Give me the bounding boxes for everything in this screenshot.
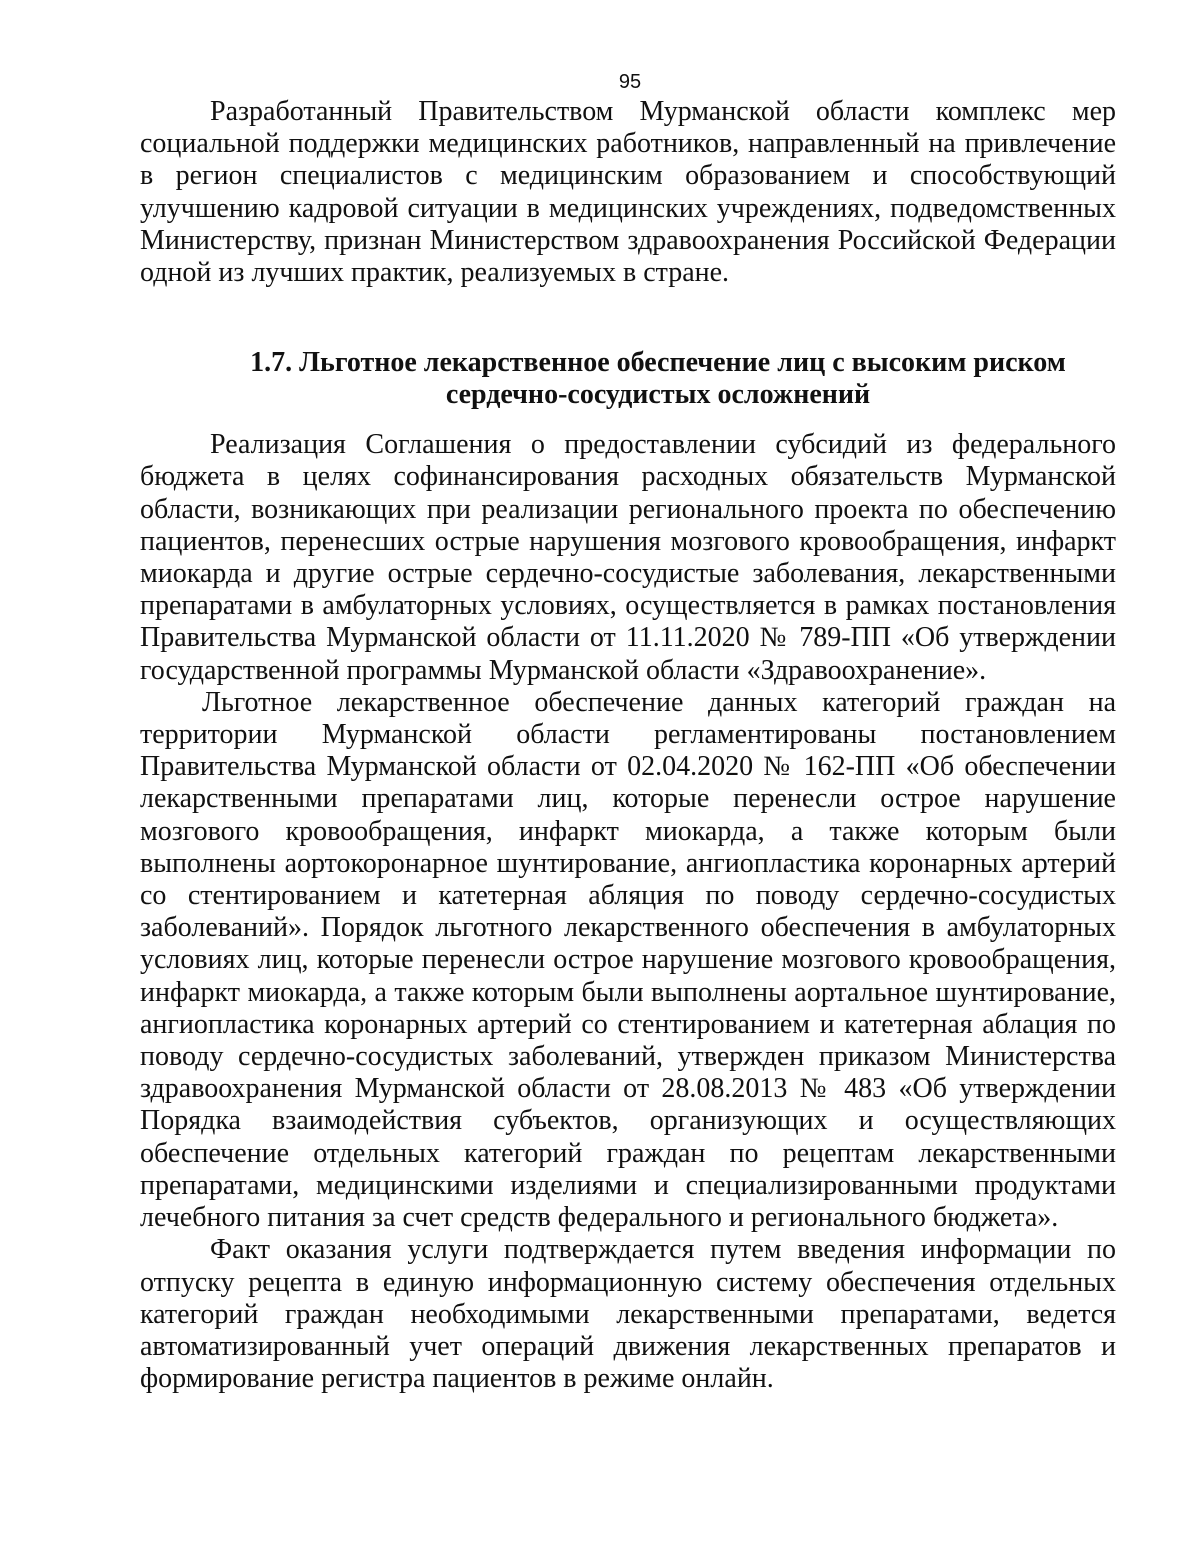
section-heading [140,347,1116,411]
paragraph-regulation: Льготное лекарственное обеспечение данных категорий граждан на территории Мурманской области регламентированы постановлением Правительства Мурманской области от 02.04.2020 № 162-ПП «Об обеспечении лекарственными препаратами лиц, которые перенесли острое нарушение мозгового кровообращения, инфаркт миокарда, а также которым были выполнены аортокоронарное шунтирование, ангиопластика коронарных артерий со стентированием и катетерная абляция по поводу сердечно-сосудистых заболеваний». Порядок льготного лекарственного обеспечения в амбулаторных условиях лиц, которые перенесли острое нарушение мозгового кровообращения, инфаркт миокарда, а также которым были выполнены аортальное шунтирование, ангиопластика коронарных артерий со стентированием и катетерная аблация по поводу сердечно-сосудистых заболеваний, утвержден приказом Министерства здравоохранения Мурманской области от 28.08.2013 № 483 «Об утверждении Порядка взаимодействия субъектов, организующих и осуществляющих обеспечение отдельных категорий граждан по рецептам лекарственными препаратами, медицинскими изделиями и специализированными продуктами лечебного питания за счет средств федерального и регионального бюджета». [140,686,1116,1234]
paragraph-service-fact: Факт оказания услуги подтверждается путем введения информации по отпуску рецепта в единую информационную систему обеспечения отдельных категорий граждан необходимыми лекарственными препаратами, ведется автоматизированный учет операций движения лекарственных препаратов и формирование регистра пациентов в режиме онлайн. [140,1234,1116,1395]
document-body [140,96,1116,1395]
section-heading-line-2: сердечно-сосудистых осложнений [445,379,871,411]
section-heading-line-1: 1.7. Льготное лекарственное обеспечение лиц с высоким риском [250,347,1066,379]
intro-paragraph: Разработанный Правительством Мурманской области комплекс мер социальной поддержки медицинских работников, направленный на привлечение в регион специалистов с медицинским образованием и способствующий улучшению кадровой ситуации в медицинских учреждениях, подведомственных Министерству, признан Министерством здравоохранения Российской Федерации одной из лучших практик, реализуемых в стране. [140,96,1116,289]
page-number: 95 [618,71,642,93]
paragraph-agreement: Реализация Соглашения о предоставлении субсидий из федерального бюджета в целях софинансирования расходных обязательств Мурманской области, возникающих при реализации регионального проекта по обеспечению пациентов, перенесших острые нарушения мозгового кровообращения, инфаркт миокарда и другие острые сердечно-сосудистые заболевания, лекарственными препаратами в амбулаторных условиях, осуществляется в рамках постановления Правительства Мурманской области от 11.11.2020 № 789-ПП «Об утверждении государственной программы Мурманской области «Здравоохранение». [140,429,1116,686]
